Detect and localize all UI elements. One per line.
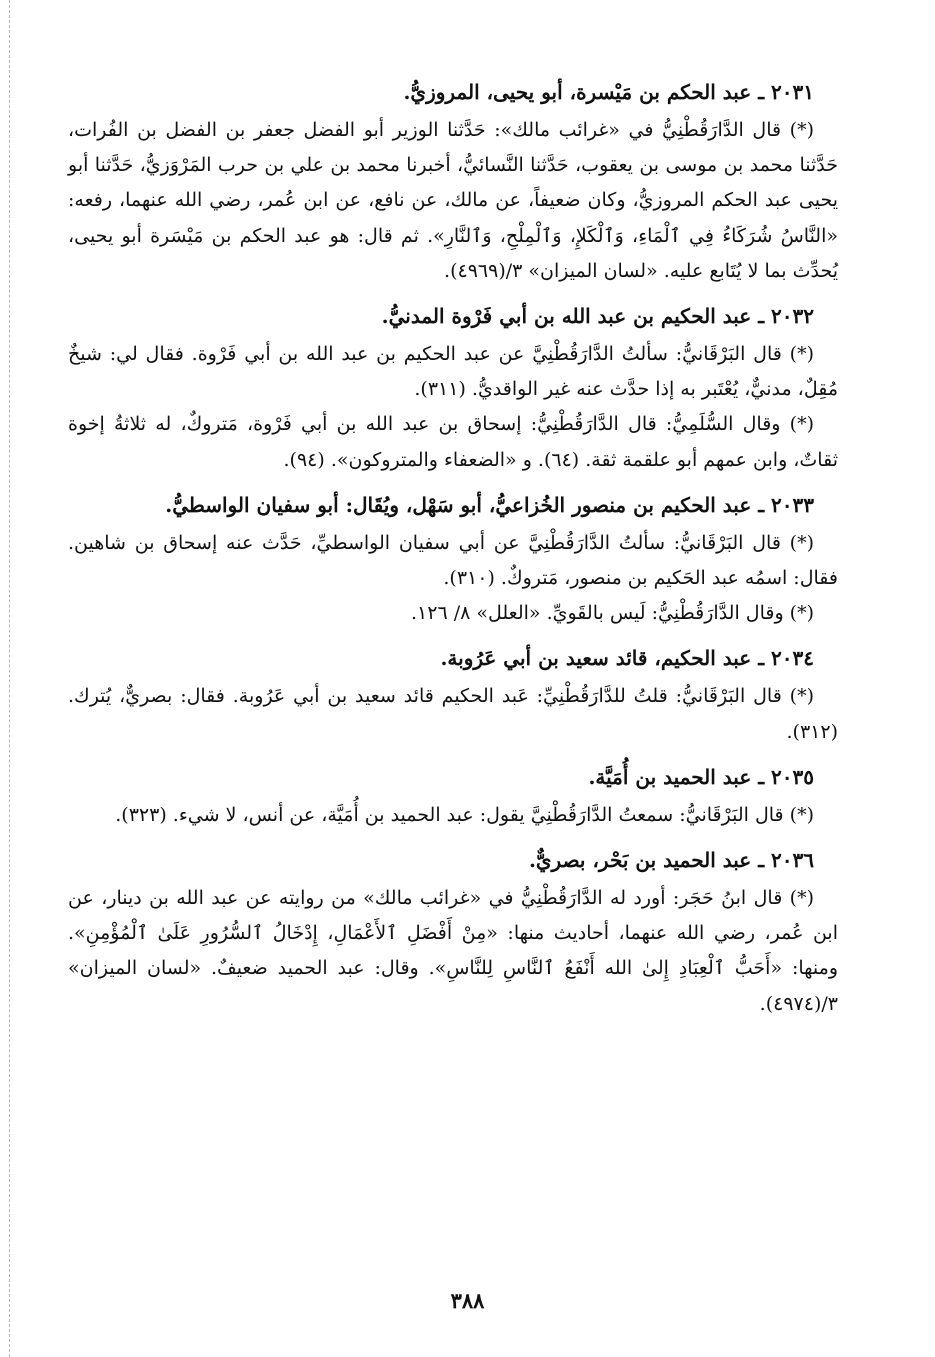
entry-paragraph: (*) قال الدَّارَقُطْنِيُّ في «غرائب مالك»: حَدَّثنا الوزير أبو الفضل جعفر بن الفضل بن الفُرات، حَدَّثنا محمد بن موسى بن يعقوب، حَدَّثنا النَّسائيُّ، أخبرنا محمد بن علي بن حرب المَرْوَزيُّ، حَدَّثنا أبو يحيى عبد الحكم المروزيُّ، وكان ضعيفاً، عن مالك، عن نافع، عن ابن عُمر، رضي الله عنهما، رفعه: «النَّاسُ شُرَكَاءُ فِي ٱلْمَاءِ، وَٱلْكَلإِ، وَٱلْمِلْحِ، وَٱلنَّارِ». ثم قال: هو عبد الحكم بن مَيْسَرة أبو يحيى، يُحدِّث بما لا يُتَابع عليه. «لسان الميزان» ٣/(٤٩٦٩). (68, 119, 838, 282)
entry-2036 (68, 842, 838, 1022)
page-fold-line (9, 0, 10, 1357)
page-number: ٣٨٨ (450, 1288, 485, 1313)
entry-paragraph: (*) قال البَرْقَانيُّ: قلتُ للدَّارَقُطْنِيِّ: عَبد الحكيم قائد سعيد بن أبي عَرُوبة. فقال: بصريٌّ، يُترك. (٣١٢). (68, 685, 838, 743)
entry-heading: ٢٠٣٤ ـ عبد الحكيم، قائد سعيد بن أبي عَرُوبة. (440, 646, 814, 671)
entry-2031 (68, 74, 838, 289)
entry-paragraph: (*) قال ابنُ حَجَر: أورد له الدَّارَقُطْنِيُّ في «غرائب مالك» من روايته عن عبد الله بن دينار، عن ابن عُمر، رضي الله عنهما، أحاديث منها: «مِنْ أَفْضَلِ ٱلأَعْمَالِ، إِدْخَالُ ٱلسُّرُورِ عَلَىٰ ٱلْمُؤْمِنِ». ومنها: «أَحَبُّ ٱلْعِبَادِ إِلىٰ الله أَنْفَعُ ٱلنَّاسِ لِلنَّاسِ». وقال: عبد الحميد ضعيفٌ. «لسان الميزان» ٣/(٤٩٧٤). (68, 887, 838, 1015)
entry-heading: ٢٠٣١ ـ عبد الحكم بن مَيْسرة، أبو يحيى، المروزيُّ. (403, 80, 814, 104)
entry-2035 (68, 759, 838, 833)
page-body (68, 74, 838, 1022)
entry-2032 (68, 298, 838, 478)
entry-2033 (68, 487, 838, 632)
entry-heading: ٢٠٣٥ ـ عبد الحميد بن أُمَيَّة. (588, 764, 814, 789)
entry-paragraph: (*) قال البَرْقَانيُّ: سمعتُ الدَّارَقُطْنِيَّ يقول: عبد الحميد بن أُمَيَّة، عن أنس، لا شيء. (٣٢٣). (115, 803, 814, 826)
entry-paragraph: (*) قال البَرْقَانيُّ: سألتُ الدَّارَقُطْنِيَّ عن أبي سفيان الواسطيِّ، حَدَّث عنه إسحاق بن شاهين. فقال: اسمُه عبد الحَكيم بن منصور، مَتروكٌ. (٣١٠). (68, 531, 838, 590)
entry-heading: ٢٠٣٦ ـ عبد الحميد بن بَحْر، بصريٌّ. (528, 848, 814, 873)
entry-heading: ٢٠٣٢ ـ عبد الحكيم بن عبد الله بن أبي فَرْوة المدنيُّ. (381, 304, 814, 329)
entry-paragraph: (*) قال البَرْقَانيُّ: سألتُ الدَّارَقُطْنِيَّ عن عبد الحكيم بن عبد الله بن أبي فَرْوة. فقال لي: شيخٌ مُقِلٌ، مدنيٌّ، يُعْتَبر به إذا حدَّث عنه غير الواقديُّ. (٣١١). (68, 343, 838, 401)
entry-2034 (68, 640, 838, 749)
entry-heading: ٢٠٣٣ ـ عبد الحكيم بن منصور الخُزاعيُّ، أبو سَهْل، ويُقَال: أبو سفيان الواسطيُّ. (165, 492, 814, 517)
entry-paragraph: (*) وقال الدَّارَقُطْنِيُّ: لَيس بالقَويِّ. «العلل» ٨/ ١٢٦. (410, 602, 814, 625)
entry-paragraph: (*) وقال السُّلَمِيُّ: قال الدَّارَقُطْنِيُّ: إسحاق بن عبد الله بن أبي فَرْوة، مَتروكٌ، له ثلاثةُ إخوة ثقاتٌ، وابن عمهم أبو علقمة ثقة. (٦٤). و «الضعفاء والمتروكون». (٩٤). (68, 413, 838, 471)
